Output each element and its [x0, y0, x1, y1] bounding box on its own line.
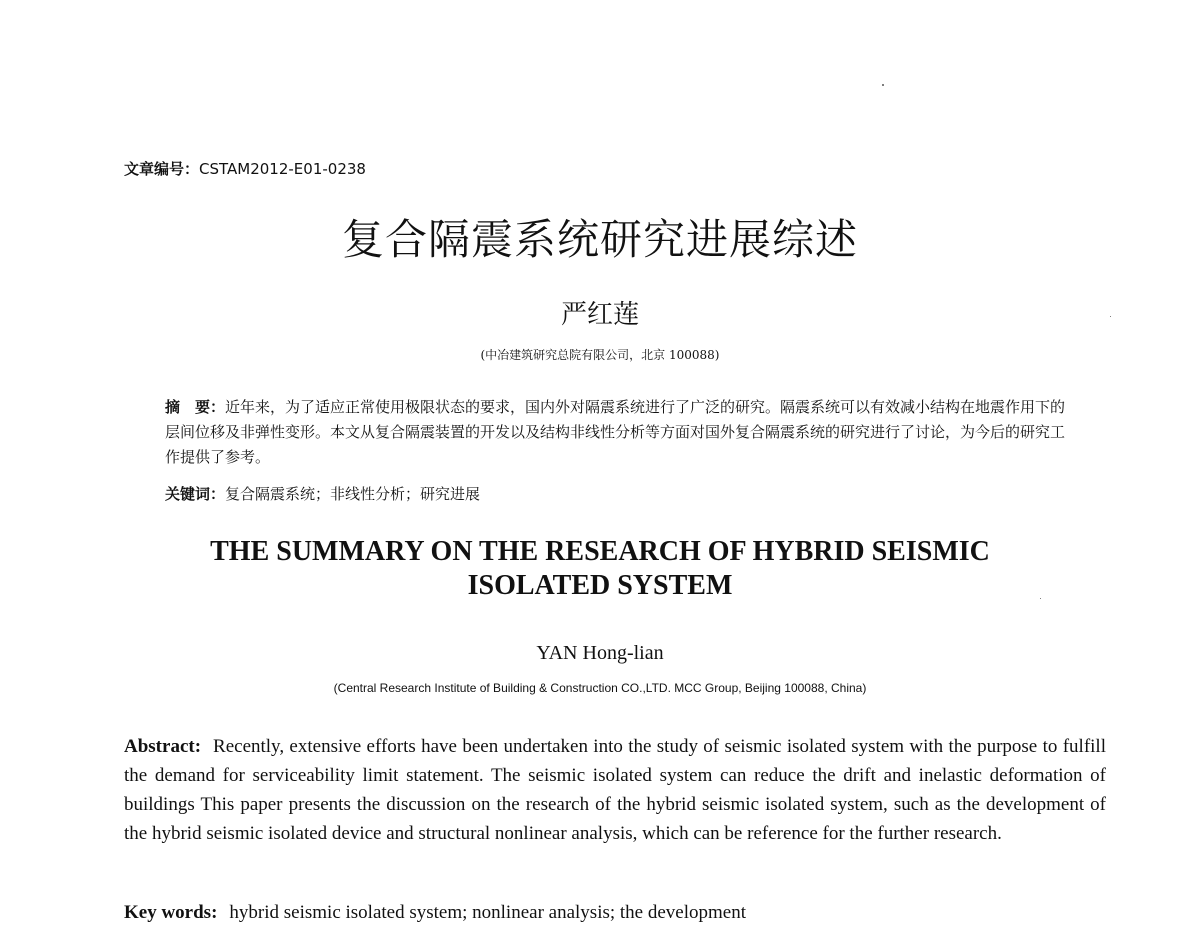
- english-keywords-label: Key words:: [124, 902, 218, 923]
- article-number-value: CSTAM2012-E01-0238: [199, 160, 366, 178]
- chinese-abstract-text: 近年来，为了适应正常使用极限状态的要求，国内外对隔震系统进行了广泛的研究。隔震系统可以有效减小结构在地震作用下的层间位移及非弹性变形。本文从复合隔震装置的开发以及结构非线性分析等方面对国外复合隔震系统的研究进行了讨论，为今后的研究工作提供了参考。: [165, 398, 1066, 466]
- english-keywords-text: hybrid seismic isolated system; nonlinear analysis; the development: [229, 902, 746, 923]
- english-abstract-text: Recently, extensive efforts have been undertaken into the study of seismic isolated system with the purpose to fulfill the demand for serviceability limit statement. The seismic isolated system can reduce the drift and inelastic deformation of buildings This paper presents the discussion on the research of the hybrid seismic isolated system, such as the development of the hybrid seismic isolated device and structural nonlinear analysis, which can be reference for the further research.: [124, 736, 1106, 844]
- chinese-keywords-label: 关键词：: [165, 485, 226, 503]
- chinese-author: 严红莲: [560, 300, 639, 330]
- english-title-line-1: THE SUMMARY ON THE RESEARCH OF HYBRID SEISMIC: [210, 536, 990, 567]
- chinese-keywords: [165, 483, 480, 504]
- english-affiliation: (Central Research Institute of Building & Construction CO.,LTD. MCC Group, Beijing 100088, China): [333, 681, 867, 695]
- english-author: YAN Hong-lian: [536, 642, 664, 664]
- chinese-abstract: [165, 395, 1070, 470]
- english-title: [0, 535, 1200, 603]
- article-number: [124, 158, 366, 179]
- english-abstract-label: Abstract:: [124, 736, 202, 757]
- chinese-keywords-text: 复合隔震系统；非线性分析；研究进展: [225, 485, 481, 503]
- scan-speck: [882, 84, 884, 86]
- chinese-title: 复合隔震系统研究进展综述: [341, 215, 858, 264]
- english-title-line-2: ISOLATED SYSTEM: [467, 570, 733, 601]
- article-number-label: 文章编号：: [124, 160, 200, 178]
- english-abstract: [124, 732, 1106, 848]
- chinese-affiliation: (中冶建筑研究总院有限公司，北京 100088): [480, 348, 720, 362]
- chinese-abstract-label: 摘 要：: [165, 398, 226, 416]
- english-keywords: [124, 902, 746, 924]
